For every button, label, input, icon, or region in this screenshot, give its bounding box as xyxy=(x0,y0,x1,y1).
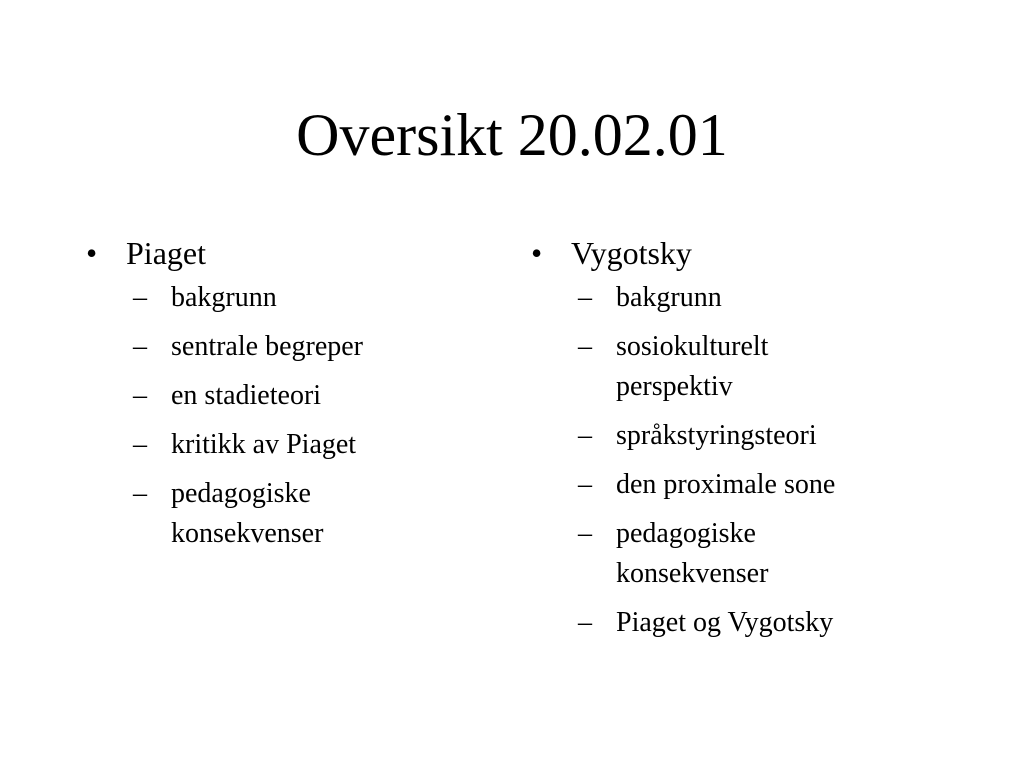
list-item-text: den proximale sone xyxy=(616,469,836,500)
dash-icon: – xyxy=(133,478,147,509)
list-item-text: Piaget og Vygotsky xyxy=(616,607,834,638)
bullet-icon: • xyxy=(531,235,543,271)
list-item xyxy=(133,474,506,554)
list-item-text: en stadieteori xyxy=(171,380,322,411)
dash-icon: – xyxy=(578,282,592,313)
list-item xyxy=(578,514,951,594)
bullet-icon: • xyxy=(86,235,98,271)
left-column xyxy=(86,232,506,563)
sub-bullet-list xyxy=(531,278,951,643)
list-item xyxy=(133,278,506,318)
list-item xyxy=(133,376,506,416)
sub-bullet-list xyxy=(86,278,506,554)
dash-icon: – xyxy=(133,380,147,411)
dash-icon: – xyxy=(133,282,147,313)
list-item-text: sosiokulturelt perspektiv xyxy=(616,331,769,402)
slide-title: Oversikt 20.02.01 xyxy=(296,102,728,168)
dash-icon: – xyxy=(578,607,592,638)
list-item xyxy=(578,327,951,407)
list-item xyxy=(133,327,506,367)
list-item-text: pedagogiske konsekvenser xyxy=(616,518,769,589)
dash-icon: – xyxy=(578,331,592,362)
dash-icon: – xyxy=(133,429,147,460)
bullet-heading-piaget xyxy=(86,232,506,274)
list-item-text: sentrale begreper xyxy=(171,331,363,362)
list-item-text: språkstyringsteori xyxy=(616,420,817,451)
dash-icon: – xyxy=(133,331,147,362)
list-item xyxy=(578,278,951,318)
right-column xyxy=(531,232,951,652)
list-item-text: pedagogiske konsekvenser xyxy=(171,478,324,549)
bullet-heading-text: Piaget xyxy=(126,235,206,271)
dash-icon: – xyxy=(578,518,592,549)
dash-icon: – xyxy=(578,420,592,451)
bullet-heading-vygotsky xyxy=(531,232,951,274)
list-item xyxy=(578,465,951,505)
list-item-text: kritikk av Piaget xyxy=(171,429,357,460)
bullet-heading-text: Vygotsky xyxy=(571,235,692,271)
list-item-text: bakgrunn xyxy=(616,282,722,313)
dash-icon: – xyxy=(578,469,592,500)
list-item xyxy=(133,425,506,465)
list-item xyxy=(578,416,951,456)
list-item-text: bakgrunn xyxy=(171,282,277,313)
list-item xyxy=(578,603,951,643)
